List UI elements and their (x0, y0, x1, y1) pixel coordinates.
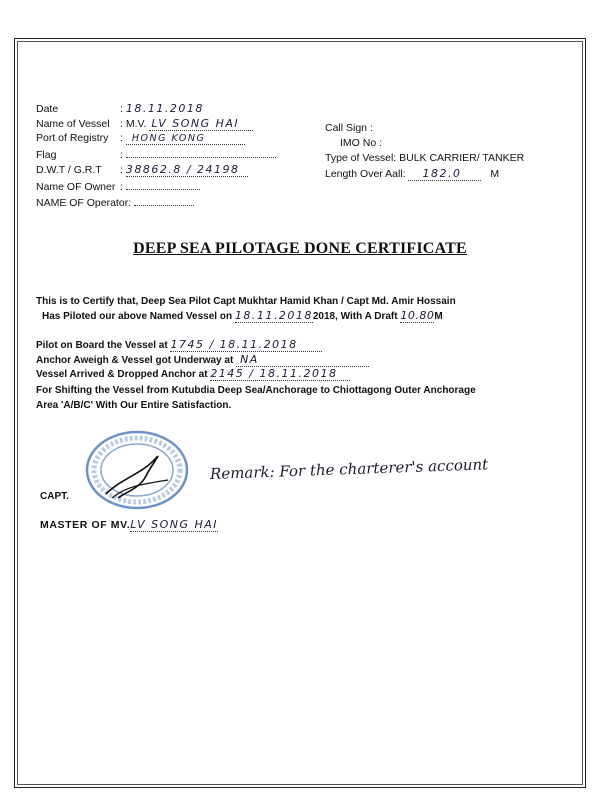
vessel-name-value: LV SONG HAI (149, 117, 253, 131)
draft-unit: M (434, 311, 443, 322)
draft-value: 10.80 (400, 309, 435, 322)
flag-blank (126, 147, 276, 158)
date-row: Date : 18.11.2018 (36, 102, 204, 115)
certify-line-1: This is to Certify that, Deep Sea Pilot Capt Mukhtar Hamid Khan / Capt Md. Amir Hossain (36, 296, 456, 307)
piloted-date: 18.11.2018 (234, 309, 313, 322)
registry-value: HONG KONG (126, 133, 246, 145)
length-label: Length Over Aall: (325, 168, 406, 180)
anchor-aweigh-label: Anchor Aweigh & Vessel got Underway at (36, 355, 234, 366)
operator-blank (134, 195, 194, 206)
length-row (325, 167, 499, 181)
dwt-row: D.W.T / G.R.T : 38862.8 / 24198 (36, 163, 248, 177)
anchor-aweigh-row (36, 353, 369, 367)
arrived-row (36, 367, 350, 381)
vessel-name-row (36, 117, 253, 131)
draft-text: 2018, With A Draft (312, 311, 398, 322)
owner-blank (126, 179, 200, 190)
flag-label: Flag (36, 149, 57, 161)
callsign-label: Call Sign : (325, 122, 373, 134)
anchor-aweigh-value: NA (236, 353, 369, 367)
vessel-type-label: Type of Vessel: BULK CARRIER/ TANKER (325, 152, 525, 164)
piloted-text: Has Piloted our above Named Vessel on (42, 311, 233, 322)
arrived-label: Vessel Arrived & Dropped Anchor at (36, 369, 208, 380)
pilot-on-board-row (36, 338, 322, 352)
shifting-line-2: Area 'A/B/C' With Our Entire Satisfaction. (36, 400, 232, 411)
pilot-on-board-label: Pilot on Board the Vessel at (36, 340, 168, 351)
master-label: MASTER OF MV. (40, 519, 131, 531)
date-label: Date (36, 103, 59, 115)
owner-row: Name OF Owner : (36, 179, 200, 194)
dwt-value: 38862.8 / 24198 (126, 163, 248, 177)
length-value: 182.0 (408, 167, 481, 181)
remark-handwriting: Remark: For the charterer's account (209, 455, 489, 483)
imo-label: IMO No : (340, 137, 383, 149)
master-vessel-value: LV SONG HAI (130, 518, 219, 531)
registry-row: Port of Registry : HONG KONG (36, 132, 245, 145)
length-unit: M (490, 168, 500, 180)
certify-line-2 (42, 309, 443, 323)
operator-label: NAME OF Operator: (36, 197, 132, 209)
certificate-title: DEEP SEA PILOTAGE DONE CERTIFICATE (133, 240, 467, 257)
official-stamp-icon (82, 428, 192, 512)
arrived-value: 2145 / 18.11.2018 (210, 367, 349, 381)
flag-row: Flag : (36, 147, 276, 162)
date-value: 18.11.2018 (125, 102, 204, 115)
vessel-name-label: Name of Vessel (36, 118, 110, 130)
shifting-line-1: For Shifting the Vessel from Kutubdia Deep Sea/Anchorage to Chiottagong Outer Anchorage (36, 385, 476, 396)
capt-label: CAPT. (40, 491, 69, 502)
owner-label: Name OF Owner (36, 181, 116, 193)
operator-row (36, 195, 194, 210)
vessel-prefix: : M.V. (120, 118, 147, 130)
master-row (40, 518, 218, 532)
registry-label: Port of Registry (36, 132, 109, 144)
dwt-label: D.W.T / G.R.T (36, 164, 102, 176)
pilot-on-board-value: 1745 / 18.11.2018 (170, 338, 321, 352)
